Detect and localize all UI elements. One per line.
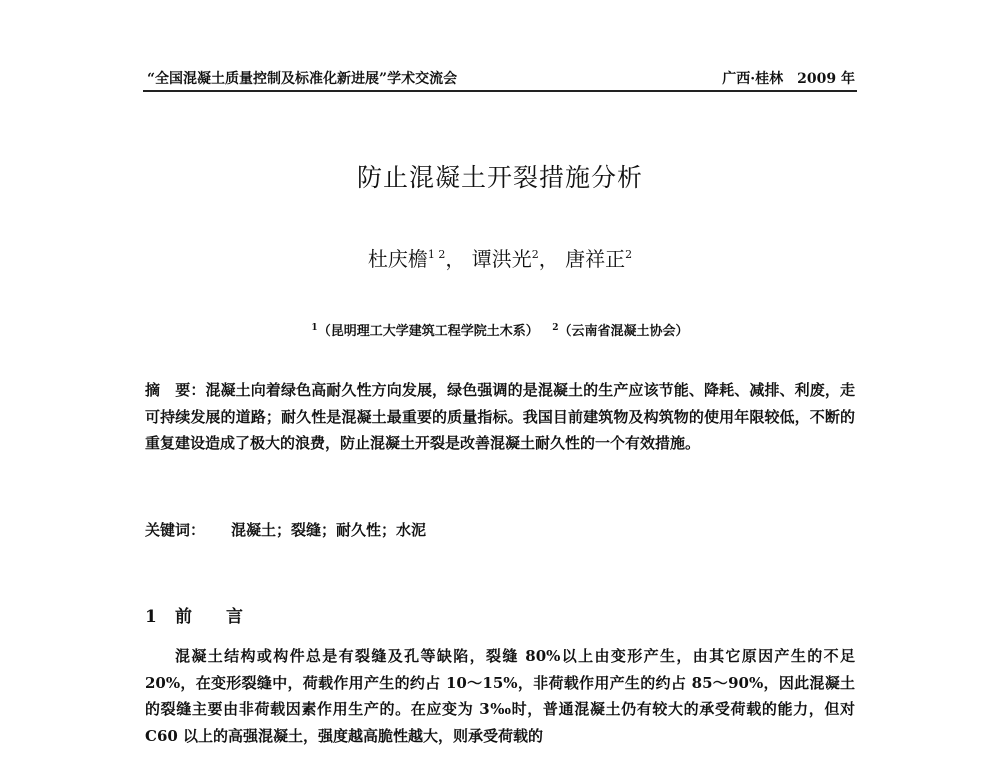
section-number: 1 — [145, 607, 157, 627]
keywords-text: 混凝土；裂缝；耐久性；水泥 — [231, 521, 427, 539]
keywords — [145, 519, 426, 540]
conference-name: “全国混凝土质量控制及标准化新进展”学术交流会 — [147, 71, 458, 87]
affiliation-text: （昆明理工大学建筑工程学院土木系） — [317, 324, 539, 339]
abstract-text: 混凝土向着绿色高耐久性方向发展，绿色强调的是混凝土的生产应该节能、降耗、减排、利废，走可持续发展的道路；耐久性是混凝土最重要的质量指标。我国目前建筑物及构筑物的使用年限较低，不断的重复建设造成了极大的浪费，防止混凝土开裂是改善混凝土耐久性的一个有效措施。 — [145, 381, 855, 452]
body-paragraph: 混凝土结构或构件总是有裂缝及孔等缺陷，裂缝 80%以上由变形产生，由其它原因产生的不足 20%，在变形裂缝中，荷载作用产生的约占 10～15%，非荷载作用产生的约占 85～90%，因此混凝土的裂缝主要由非荷载因素作用生产的。在应变为 3‰时，普通混凝土仍有较大的承受荷载的能力，但对 C60 以上的高强混凝土，强度越高脆性越大，则承受荷载的 — [145, 647, 855, 745]
abstract — [145, 377, 855, 457]
affiliation-text: （云南省混凝土协会） — [558, 324, 689, 339]
section-title: 前 言 — [175, 607, 243, 627]
section-heading — [145, 602, 243, 627]
author-affil-mark: 1 2 — [427, 248, 446, 261]
affil-mark: 2 — [552, 323, 559, 333]
author-affil-mark: 2 — [531, 248, 539, 261]
affiliations — [0, 320, 1000, 339]
venue-year: 广西·桂林 2009 年 — [722, 71, 855, 87]
author-name: 谭洪光 — [471, 247, 532, 271]
author-list — [0, 243, 1000, 272]
abstract-label: 摘 要： — [145, 381, 206, 399]
affil-mark: 1 — [311, 323, 318, 333]
running-header — [143, 66, 857, 92]
author-name: 唐祥正 — [565, 247, 626, 271]
paper-title: 防止混凝土开裂措施分析 — [356, 163, 643, 192]
author-affil-mark: 2 — [625, 248, 633, 261]
author-name: 杜庆檐 — [367, 247, 428, 271]
keywords-label: 关键词： — [145, 521, 206, 539]
author-separator: ， — [538, 247, 559, 271]
author-separator: ， — [445, 247, 466, 271]
